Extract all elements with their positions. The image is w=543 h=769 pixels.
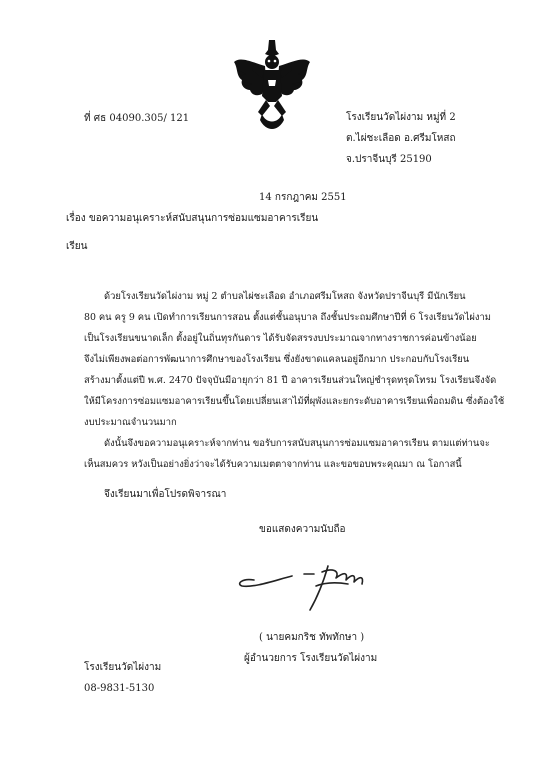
body-line: เป็นโรงเรียนขนาดเล็ก ตั้งอยู่ในถิ่นทุรกันดาร ได้รับจัดสรรงบประมาณจากทางราชการค่อนข้างน้อย (84, 333, 477, 344)
body-line: จึงไม่เพียงพอต่อการพัฒนาการศึกษาของโรงเรียน ซึ่งยังขาดแคลนอยู่อีกมาก ประกอบกับโรงเรียน (84, 354, 470, 365)
body-line: สร้างมาตั้งแต่ปี พ.ศ. 2470 ปัจจุบันมีอายุกว่า 81 ปี อาคารเรียนส่วนใหญ่ชำรุดทรุดโทรม โรงเรียนจึงจัด (84, 375, 497, 386)
body-line: ให้มีโครงการซ่อมแซมอาคารเรียนขึ้นโดยเปลี่ยนเสาไม้ที่ผุพังและยกระดับอาคารเรียนเพื่อถมดิน ซึ่งต้องใช้ (84, 396, 505, 407)
body-line: เห็นสมควร หวังเป็นอย่างยิ่งว่าจะได้รับความเมตตาจากท่าน และขอขอบพระคุณมา ณ โอกาสนี้ (84, 459, 462, 470)
closing-phrase: ขอแสดงความนับถือ (259, 524, 346, 535)
closing-request: จึงเรียนมาเพื่อโปรดพิจารณา (104, 489, 227, 500)
sender-address-line-2: ต.ไผ่ชะเลือด อ.ศรีมโหสถ (346, 133, 456, 144)
signer-name: ( นายคมกริช ทัพทักษา ) (259, 632, 365, 643)
footer-school-name: โรงเรียนวัดไผ่งาม (84, 662, 162, 673)
sender-address-line-1: โรงเรียนวัดไผ่งาม หมู่ที่ 2 (346, 112, 456, 123)
footer-phone: 08-9831-5130 (84, 683, 155, 694)
body-line: 80 คน ครู 9 คน เปิดทำการเรียนการสอน ตั้งแต่ชั้นอนุบาล ถึงชั้นประถมศึกษาปีที่ 6 โรงเรียนวัดไผ่งาม (84, 312, 491, 323)
sender-address-line-3: จ.ปราจีนบุรี 25190 (346, 154, 432, 165)
body-line: งบประมาณจำนวนมาก (84, 417, 177, 428)
document-number: ที่ ศธ 04090.305/ 121 (84, 113, 190, 124)
handwritten-signature-icon (232, 560, 382, 620)
garuda-emblem-icon (232, 40, 312, 132)
letter-subject: เรื่อง ขอความอนุเคราะห์สนับสนุนการซ่อมแซมอาคารเรียน (66, 213, 319, 224)
letter-date: 14 กรกฎาคม 2551 (259, 192, 347, 203)
body-line: ดังนั้นจึงขอความอนุเคราะห์จากท่าน ขอรับการสนับสนุนการซ่อมแซมอาคารเรียน ตามแต่ท่านจะ (104, 438, 490, 449)
body-line: ด้วยโรงเรียนวัดไผ่งาม หมู่ 2 ตำบลไผ่ชะเลือด อำเภอศรีมโหสถ จังหวัดปราจีนบุรี มีนักเรียน (104, 291, 466, 302)
signer-title: ผู้อำนวยการ โรงเรียนวัดไผ่งาม (244, 653, 378, 664)
letter-salutation: เรียน (66, 241, 88, 252)
